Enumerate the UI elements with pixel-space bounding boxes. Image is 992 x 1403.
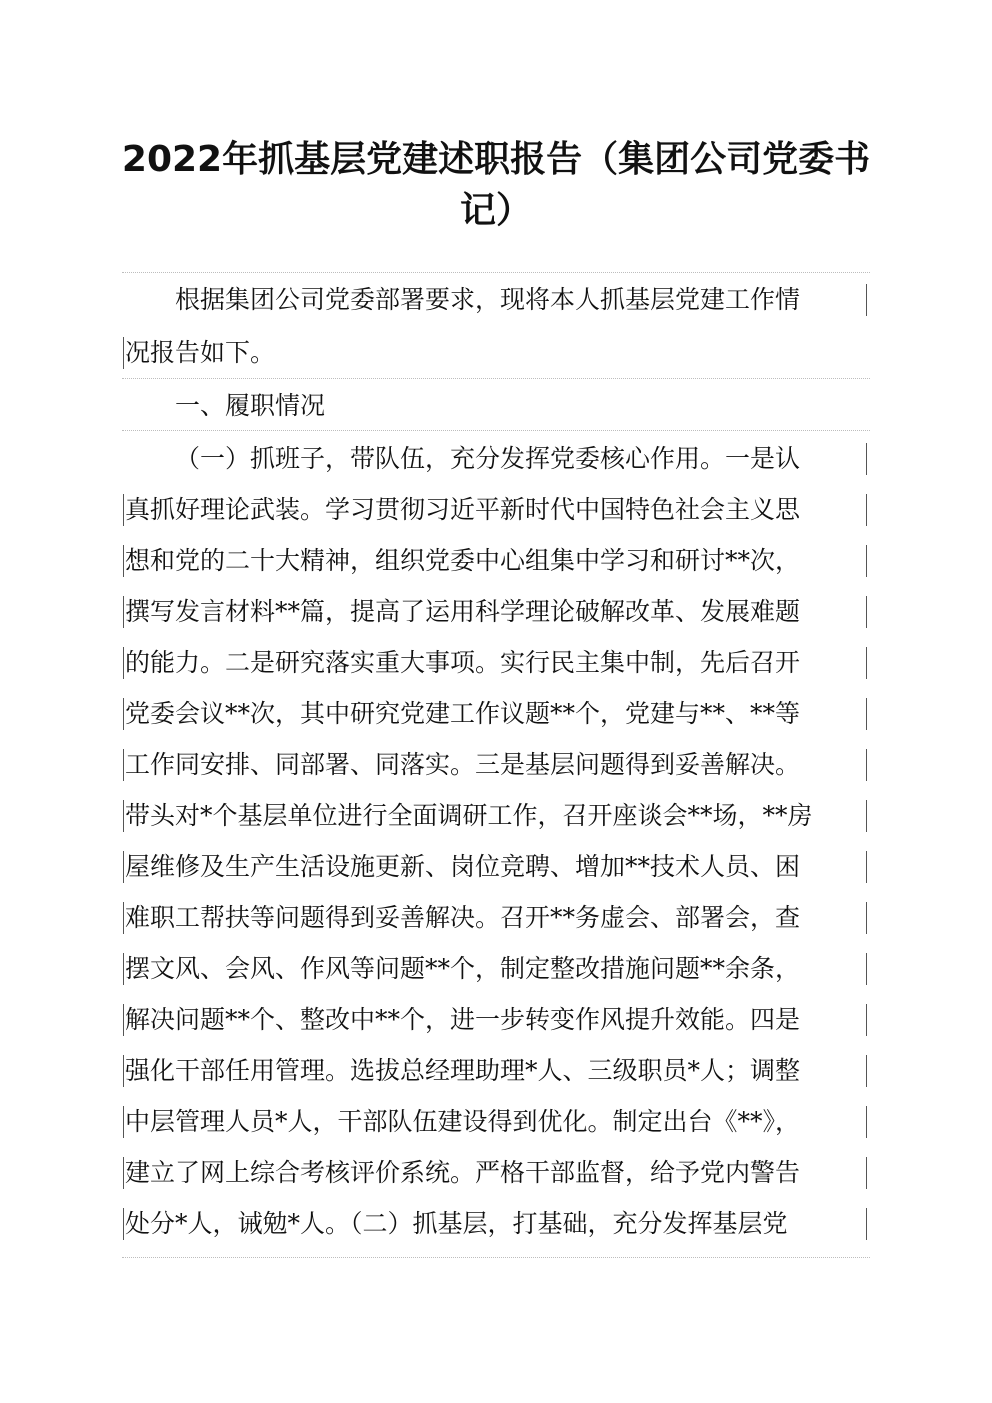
margin-bar xyxy=(866,494,867,526)
margin-bar xyxy=(866,698,867,730)
divider xyxy=(122,1257,870,1258)
body-line: 撰写发言材料**篇，提高了运用科学理论破解改革、发展难题 xyxy=(125,597,801,626)
intro-line-1: 根据集团公司党委部署要求，现将本人抓基层党建工作情 xyxy=(175,285,801,314)
body-line: 屋维修及生产生活设施更新、岗位竞聘、增加**技术人员、困 xyxy=(125,852,801,881)
margin-bar xyxy=(123,953,124,985)
body-line: 中层管理人员*人，干部队伍建设得到优化。制定出台《**》， xyxy=(125,1107,801,1136)
margin-bar xyxy=(866,1004,867,1036)
margin-bar xyxy=(123,1157,124,1189)
body-line: 的能力。二是研究落实重大事项。实行民主集中制，先后召开 xyxy=(125,648,801,677)
margin-bar xyxy=(123,545,124,577)
margin-bar xyxy=(123,1208,124,1240)
document-title-line-2: 记） xyxy=(459,190,532,231)
intro-line-2: 况报告如下。 xyxy=(125,338,276,367)
body-line: 摆文风、会风、作风等问题**个，制定整改措施问题**余条， xyxy=(125,954,801,983)
body-line: 想和党的二十大精神，组织党委中心组集中学习和研讨**次， xyxy=(125,546,801,575)
margin-bar xyxy=(866,851,867,883)
body-line: （一）抓班子，带队伍，充分发挥党委核心作用。一是认 xyxy=(175,444,801,473)
section-heading: 一、履职情况 xyxy=(175,391,326,420)
margin-bar xyxy=(123,749,124,781)
margin-bar xyxy=(866,443,867,475)
document-title-line-1: 2022年抓基层党建述职报告（集团公司党委书 xyxy=(121,139,871,180)
margin-bar xyxy=(866,1055,867,1087)
margin-bar xyxy=(866,1208,867,1240)
margin-bar xyxy=(123,647,124,679)
margin-bar xyxy=(123,494,124,526)
body-line: 带头对*个基层单位进行全面调研工作，召开座谈会**场，**房 xyxy=(125,801,813,830)
margin-bar xyxy=(866,749,867,781)
body-line: 建立了网上综合考核评价系统。严格干部监督，给予党内警告 xyxy=(125,1158,801,1187)
margin-bar xyxy=(123,337,124,369)
margin-bar xyxy=(866,647,867,679)
margin-bar xyxy=(866,953,867,985)
margin-bar xyxy=(123,698,124,730)
body-line: 工作同安排、同部署、同落实。三是基层问题得到妥善解决。 xyxy=(125,750,801,779)
margin-bar xyxy=(866,902,867,934)
body-line: 难职工帮扶等问题得到妥善解决。召开**务虚会、部署会，查 xyxy=(125,903,801,932)
body-line: 党委会议**次，其中研究党建工作议题**个，党建与**、**等 xyxy=(125,699,801,728)
margin-bar xyxy=(123,851,124,883)
divider xyxy=(122,378,870,379)
margin-bar xyxy=(866,596,867,628)
margin-bar xyxy=(123,800,124,832)
margin-bar xyxy=(866,1157,867,1189)
divider xyxy=(122,272,870,273)
margin-bar xyxy=(123,596,124,628)
body-line: 强化干部任用管理。选拔总经理助理*人、三级职员*人；调整 xyxy=(125,1056,801,1085)
margin-bar xyxy=(123,902,124,934)
body-line: 真抓好理论武装。学习贯彻习近平新时代中国特色社会主义思 xyxy=(125,495,801,524)
margin-bar xyxy=(123,1004,124,1036)
margin-bar xyxy=(866,545,867,577)
margin-bar xyxy=(866,1106,867,1138)
divider xyxy=(122,430,870,431)
margin-bar xyxy=(123,1055,124,1087)
body-line: 解决问题**个、整改中**个，进一步转变作风提升效能。四是 xyxy=(125,1005,801,1034)
body-line: 处分*人，诫勉*人。（二）抓基层，打基础，充分发挥基层党 xyxy=(125,1209,788,1238)
margin-bar xyxy=(123,1106,124,1138)
margin-bar xyxy=(866,284,867,316)
margin-bar xyxy=(866,800,867,832)
